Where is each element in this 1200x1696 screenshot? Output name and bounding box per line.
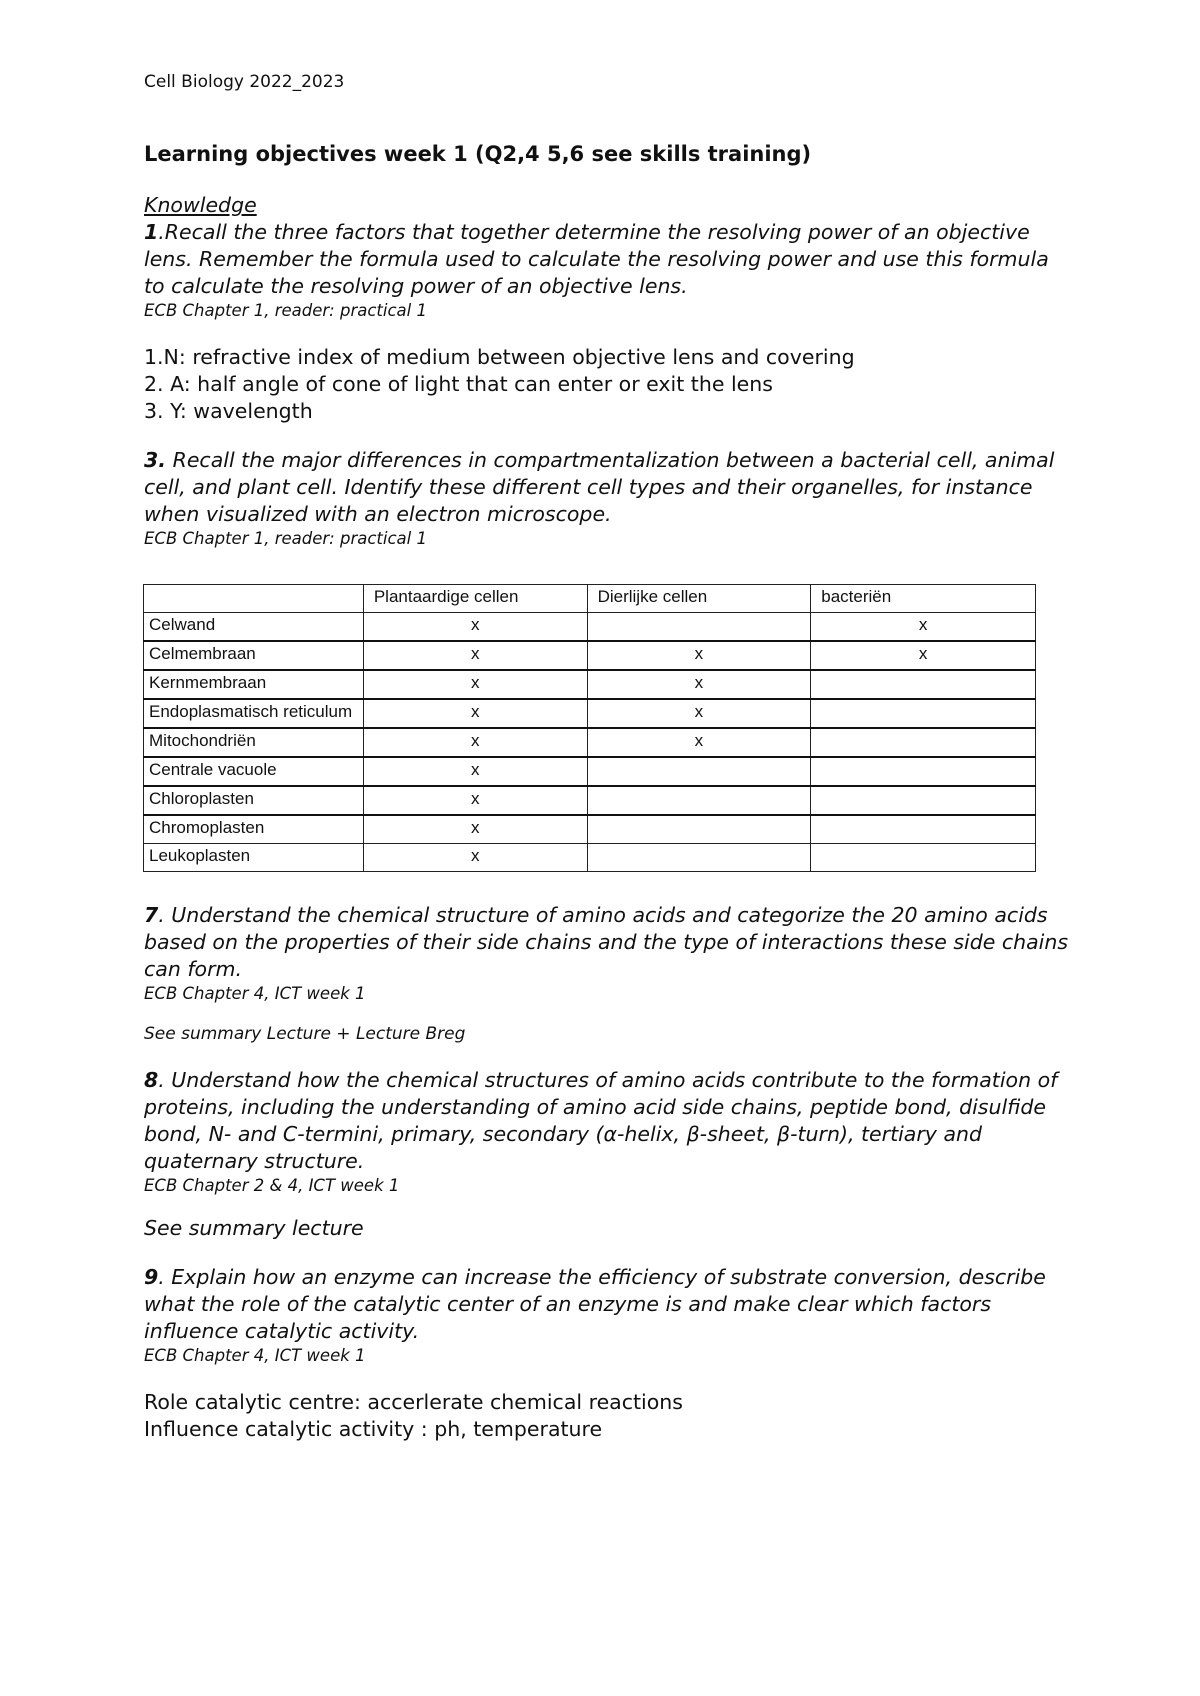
- objective-number: 9: [144, 1265, 159, 1289]
- table-header-cell: Plantaardige cellen: [363, 585, 587, 613]
- table-cell: x: [363, 641, 587, 670]
- table-cell: x: [363, 670, 587, 699]
- row-label: Kernmembraan: [144, 670, 364, 699]
- course-header: Cell Biology 2022_2023: [144, 72, 345, 92]
- objective-7: [144, 902, 1074, 983]
- document-body: [144, 142, 1074, 1443]
- row-label: Leukoplasten: [144, 844, 364, 872]
- objective-9: [144, 1264, 1074, 1345]
- table-header-cell: Dierlijke cellen: [587, 585, 811, 613]
- table-row: [144, 613, 1036, 642]
- table-cell: x: [587, 670, 811, 699]
- table-row: [144, 815, 1036, 844]
- table-header-row: [144, 585, 1036, 613]
- table-cell: [811, 728, 1036, 757]
- page-title: Learning objectives week 1 (Q2,4 5,6 see skills training): [144, 142, 812, 166]
- summary-note: See summary Lecture + Lecture Breg: [144, 1024, 466, 1044]
- table-cell: x: [363, 786, 587, 815]
- table-row: [144, 757, 1036, 786]
- table-cell: x: [363, 728, 587, 757]
- row-label: Celwand: [144, 613, 364, 642]
- table-cell: x: [811, 641, 1036, 670]
- section-heading-knowledge: Knowledge: [144, 193, 257, 217]
- table-cell: x: [363, 757, 587, 786]
- table-header-cell: bacteriën: [811, 585, 1036, 613]
- table-cell: x: [363, 613, 587, 642]
- table-row: [144, 670, 1036, 699]
- table-cell: x: [363, 844, 587, 872]
- row-label: Chromoplasten: [144, 815, 364, 844]
- table-cell: x: [587, 641, 811, 670]
- table-cell: [587, 815, 811, 844]
- objective-number: 3.: [144, 448, 167, 472]
- objective-8: [144, 1067, 1074, 1175]
- answer-line: 3. Y: wavelength: [144, 399, 313, 423]
- objective-3: [144, 447, 1074, 528]
- table-row: [144, 728, 1036, 757]
- answer-line: 1.N: refractive index of medium between objective lens and covering: [144, 345, 855, 369]
- answer-line: Influence catalytic activity : ph, temperature: [144, 1417, 603, 1441]
- table-cell: [811, 786, 1036, 815]
- table-cell: x: [811, 613, 1036, 642]
- table-cell: [811, 757, 1036, 786]
- table-cell: [811, 670, 1036, 699]
- objective-reference: ECB Chapter 1, reader: practical 1: [144, 301, 427, 320]
- summary-note: See summary lecture: [144, 1216, 364, 1240]
- table-cell: [811, 844, 1036, 872]
- table-row: [144, 844, 1036, 872]
- table-cell: [587, 786, 811, 815]
- objective-text: Recall the major differences in compartmentalization between a bacterial cell, animal cell, and plant cell. Identify these different cell types and their organelles, for instance when visualized with an electron microscope.: [144, 448, 1055, 526]
- table-cell: x: [587, 728, 811, 757]
- table-row: [144, 786, 1036, 815]
- objective-reference: ECB Chapter 4, ICT week 1: [144, 1346, 366, 1365]
- table-row: [144, 699, 1036, 728]
- objective-text: . Explain how an enzyme can increase the efficiency of substrate conversion, describe what the role of the catalytic center of an enzyme is and make clear which factors influence catalytic activity.: [144, 1265, 1046, 1343]
- objective-text: .Recall the three factors that together determine the resolving power of an objective lens. Remember the formula used to calculate the resolving power and use this formula to calculate the resolving power of an objective lens.: [144, 220, 1049, 298]
- objective-reference: ECB Chapter 1, reader: practical 1: [144, 529, 427, 548]
- objective-number: 8: [144, 1068, 159, 1092]
- table-cell: x: [587, 699, 811, 728]
- table-cell: [811, 699, 1036, 728]
- objective-number: 1: [144, 220, 159, 244]
- row-label: Chloroplasten: [144, 786, 364, 815]
- table-header-cell: [144, 585, 364, 613]
- table-cell: x: [363, 699, 587, 728]
- table-cell: x: [363, 815, 587, 844]
- table-cell: [811, 815, 1036, 844]
- objective-number: 7: [144, 903, 159, 927]
- table-row: [144, 641, 1036, 670]
- row-label: Mitochondriën: [144, 728, 364, 757]
- objective-text: . Understand the chemical structure of amino acids and categorize the 20 amino acids based on the properties of their side chains and the type of interactions these side chains can form.: [144, 903, 1069, 981]
- objective-text: . Understand how the chemical structures of amino acids contribute to the formation of proteins, including the understanding of amino acid side chains, peptide bond, disulfide bond, N- and C-termini, primary, secondary (α-helix, β-sheet, β-turn), tertiary and quaternary structure.: [144, 1068, 1058, 1173]
- organelle-table: [143, 584, 1036, 872]
- objective-1: [144, 219, 1074, 300]
- objective-reference: ECB Chapter 4, ICT week 1: [144, 984, 366, 1003]
- row-label: Celmembraan: [144, 641, 364, 670]
- row-label: Centrale vacuole: [144, 757, 364, 786]
- table-cell: [587, 757, 811, 786]
- table-cell: [587, 844, 811, 872]
- objective-reference: ECB Chapter 2 & 4, ICT week 1: [144, 1176, 400, 1195]
- table-cell: [587, 613, 811, 642]
- row-label: Endoplasmatisch reticulum: [144, 699, 364, 728]
- answer-line: Role catalytic centre: accerlerate chemical reactions: [144, 1390, 683, 1414]
- answer-line: 2. A: half angle of cone of light that can enter or exit the lens: [144, 372, 773, 396]
